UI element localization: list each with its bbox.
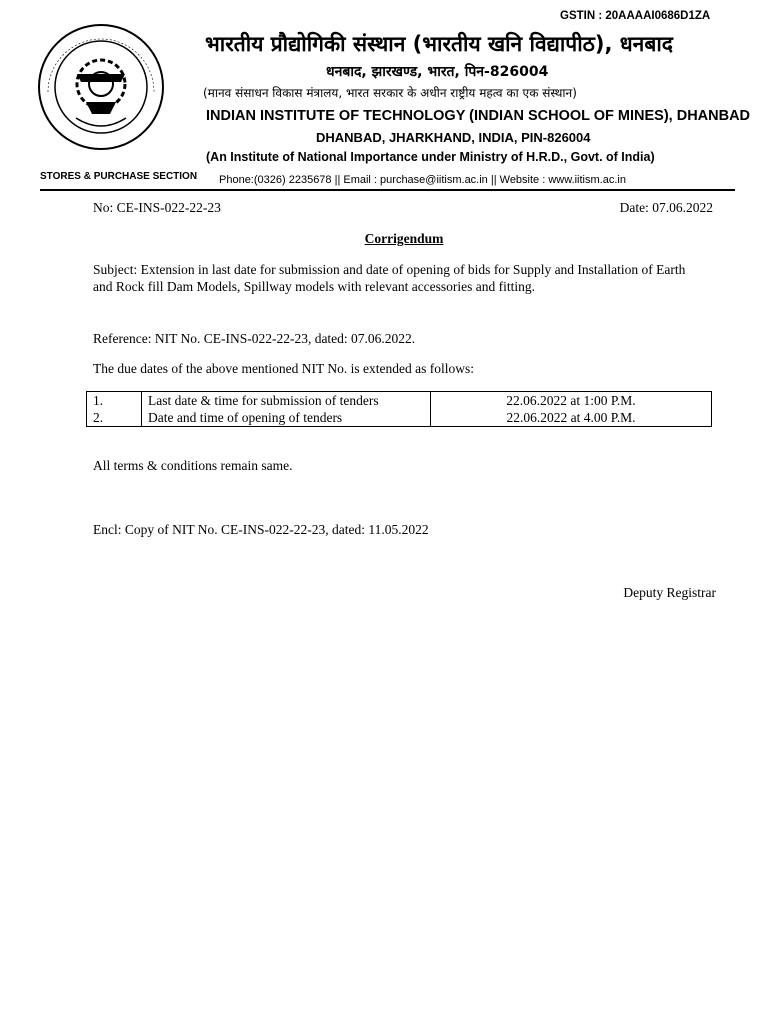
institute-address-english: DHANBAD, JHARKHAND, INDIA, PIN-826004 (316, 130, 591, 145)
item-cell: Date and time of opening of tenders (142, 409, 431, 427)
institute-seal-logo (36, 22, 166, 152)
enclosure-line: Encl: Copy of NIT No. CE-INS-022-22-23, dated: 11.05.2022 (93, 522, 429, 537)
date-cell: 22.06.2022 at 4.00 P.M. (431, 409, 712, 427)
serial-cell: 2. (87, 409, 142, 427)
reference-line: Reference: NIT No. CE-INS-022-22-23, dated: 07.06.2022. (93, 331, 416, 346)
due-dates-intro: The due dates of the above mentioned NIT No. is extended as follows: (93, 361, 475, 376)
institute-address-hindi: धनबाद, झारखण्ड, भारत, पिन-826004 (326, 64, 549, 80)
institute-name-english: INDIAN INSTITUTE OF TECHNOLOGY (INDIAN SCHOOL OF MINES), DHANBAD (206, 108, 751, 124)
letterhead (0, 0, 770, 190)
gstin-number: GSTIN : 20AAAAI0686D1ZA (560, 10, 711, 22)
letter-date: Date: 07.06.2022 (619, 200, 713, 215)
contact-line: Phone:(0326) 2235678 || Email : purchase@iitism.ac.in || Website : www.iitism.ac.in (219, 174, 626, 186)
signatory: Deputy Registrar (623, 585, 716, 600)
institute-name-hindi: भारतीय प्रौद्योगिकी संस्थान (भारतीय खनि विद्यापीठ), धनबाद (205, 32, 673, 56)
serial-cell: 1. (87, 392, 142, 410)
due-dates-table (86, 391, 712, 427)
institute-subtitle-english: (An Institute of National Importance under Ministry of H.R.D., Govt. of India) (206, 150, 655, 164)
institute-subtitle-hindi: (मानव संसाधन विकास मंत्रालय, भारत सरकार के अधीन राष्ट्रीय महत्व का एक संस्थान) (203, 86, 577, 100)
header-divider (40, 189, 735, 191)
table-row (87, 392, 712, 410)
item-cell: Last date & time for submission of tenders (142, 392, 431, 410)
terms-line: All terms & conditions remain same. (93, 458, 293, 473)
subject-paragraph: Subject: Extension in last date for submission and date of opening of bids for Supply and Installation of Earth and Rock fill Dam Models, Spillway models with relevant accessories and fitting. (93, 262, 686, 294)
table-row (87, 409, 712, 427)
letter-number: No: CE-INS-022-22-23 (93, 200, 221, 215)
document-title: Corrigendum (364, 231, 444, 246)
section-name: STORES & PURCHASE SECTION (40, 171, 198, 182)
date-cell: 22.06.2022 at 1:00 P.M. (431, 392, 712, 410)
